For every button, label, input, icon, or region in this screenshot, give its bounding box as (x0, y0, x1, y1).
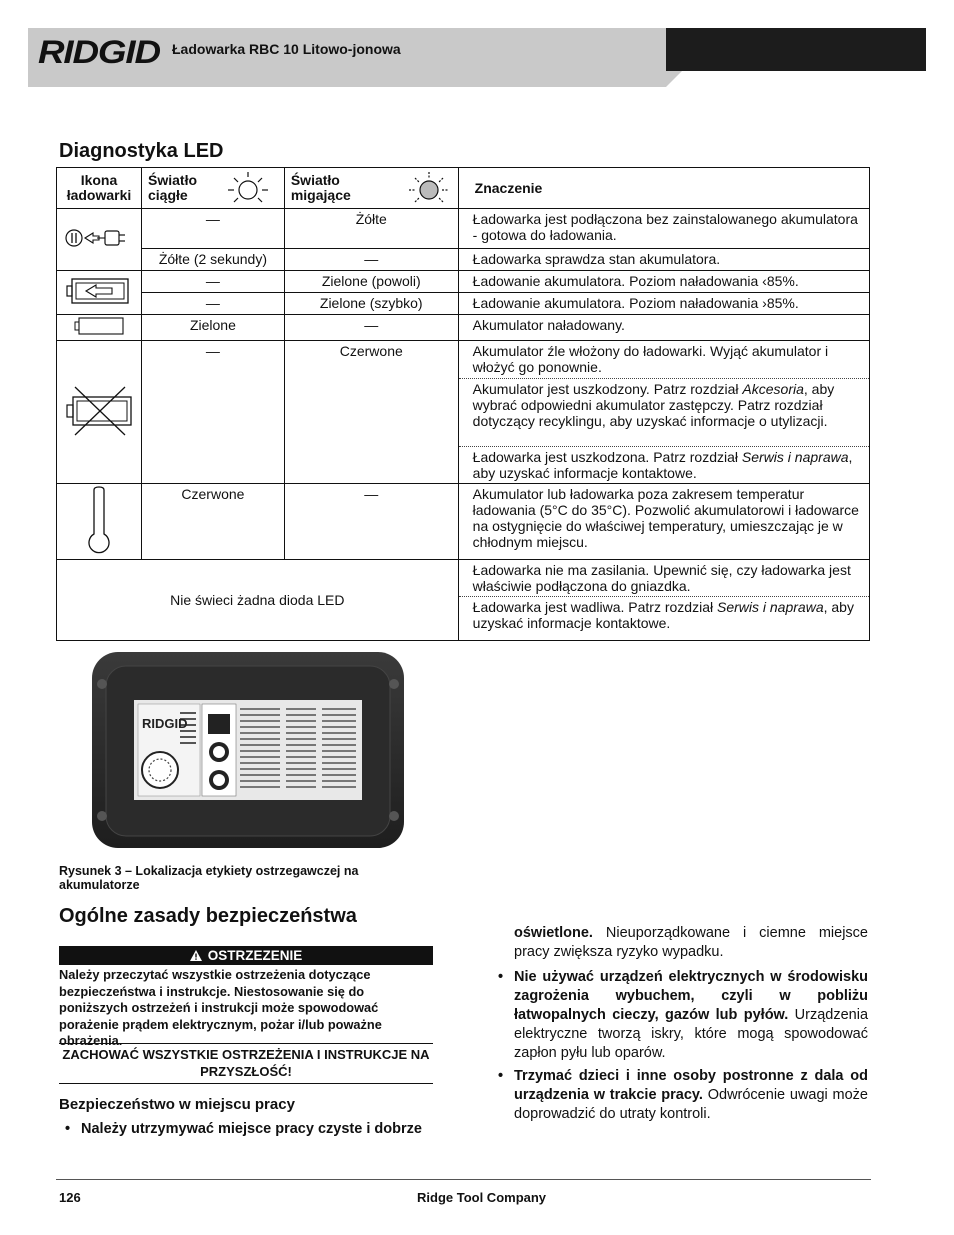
bullet-dot: • (498, 969, 504, 985)
blinking-cell: Zielone (szybko) (284, 293, 458, 315)
meaning-cell: Ładowarka sprawdza stan akumulatora. (458, 249, 869, 271)
steady-cell: — (142, 209, 285, 249)
meaning-cell: Ładowanie akumulatora. Poziom naładowania ›85%. (458, 293, 869, 315)
figure-caption: Rysunek 3 – Lokalizacja etykiety ostrzegawczej na akumulatorze (59, 864, 359, 892)
blinking-light-icon (407, 170, 451, 206)
led-section-title: Diagnostyka LED (59, 140, 224, 162)
icon-cell-temperature (57, 484, 142, 560)
meaning-cell: Ładowarka jest uszkodzona. Patrz rozdział Serwis i naprawa, aby uzyskać informacje kontaktowe. (458, 447, 869, 484)
keep-instructions-box: ZACHOWAĆ WSZYSTKIE OSTRZEŻENIA I INSTRUKCJE NA PRZYSZŁOŚĆ! (59, 1043, 433, 1084)
plug-icon (63, 227, 135, 249)
meaning-cell: Ładowanie akumulatora. Poziom naładowania ‹85%. (458, 271, 869, 293)
led-diagnostics-table (56, 167, 870, 641)
table-row (57, 484, 870, 560)
table-row (57, 341, 870, 379)
battery-full-icon (74, 317, 124, 335)
blinking-cell: Czerwone (284, 341, 458, 484)
meaning-cell: Akumulator naładowany. (458, 315, 869, 341)
ridgid-logo: RIDGID (38, 34, 160, 70)
table-row (57, 315, 870, 341)
safety-section-title: Ogólne zasady bezpieczeństwa (59, 905, 357, 927)
battery-charging-icon (66, 276, 132, 306)
warning-triangle-icon (190, 950, 202, 961)
battery-fault-icon (63, 383, 135, 439)
meaning-cell: Ładowarka nie ma zasilania. Upewnić się, czy ładowarka jest właściwie podłączona do gniazdka. (458, 560, 869, 597)
steady-cell: — (142, 293, 285, 315)
no-led-cell: Nie świeci żadna dioda LED (57, 560, 459, 641)
bullet-dot: • (65, 1121, 71, 1137)
steady-cell: — (142, 341, 285, 484)
icon-cell-charging (57, 271, 142, 315)
col-header-steady: Światło ciągłe (142, 168, 285, 209)
icon-cell-full (57, 315, 142, 341)
warning-text: Należy przeczytać wszystkie ostrzeżenia dotyczące bezpieczeństwa i instrukcje. Niestosowanie się do poniższych ostrzeżeń i instrukcji może spowodować porażenie prądem elektrycznym, pożar i/lub poważne obrażenia. (59, 967, 382, 1048)
meaning-cell: Akumulator źle włożony do ładowarki. Wyjąć akumulator i włożyć go ponownie. (458, 341, 869, 379)
table-row (57, 209, 870, 249)
blinking-cell: — (284, 249, 458, 271)
steady-cell: — (142, 271, 285, 293)
battery-label-photo (90, 648, 406, 852)
table-row (57, 271, 870, 293)
list-item-continued: oświetlone. Nieuporządkowane i ciemne miejsce pracy zwiększa ryzyko wypadku. (514, 925, 868, 960)
icon-cell-fault (57, 341, 142, 484)
warning-label: OSTRZEZENIE (207, 948, 303, 963)
table-row (57, 560, 870, 597)
table-row (57, 293, 870, 315)
steady-cell: Zielone (142, 315, 285, 341)
header-title: Ładowarka RBC 10 Litowo-jonowa (172, 41, 401, 57)
warning-banner (59, 946, 433, 965)
footer-divider (56, 1179, 871, 1180)
meaning-cell: Ładowarka jest wadliwa. Patrz rozdział Serwis i naprawa, aby uzyskać informacje kontaktowe. (458, 597, 869, 641)
blinking-cell: — (284, 484, 458, 560)
footer-company: Ridge Tool Company (417, 1190, 547, 1205)
steady-cell: Czerwone (142, 484, 285, 560)
bullet-dot: • (498, 1068, 504, 1084)
header-dark-block (666, 28, 926, 71)
col-header-meaning: Znaczenie (458, 168, 869, 209)
meaning-cell: Akumulator jest uszkodzony. Patrz rozdział Akcesoria, aby wybrać odpowiedni akumulator zastępczy. Patrz rozdział dotyczący recyklingu, aby uzyskać informacje o utylizacji. (458, 379, 869, 447)
page-number: 126 (59, 1190, 81, 1205)
header-strip (28, 71, 666, 87)
list-item: • Należy utrzymywać miejsce pracy czyste i dobrze (65, 1121, 422, 1137)
label-brand-text: RIDGID (142, 716, 188, 731)
col-header-icon: Ikona ładowarki (57, 168, 142, 209)
blinking-cell: Żółte (284, 209, 458, 249)
work-area-subheading: Bezpieczeństwo w miejscu pracy (59, 1096, 295, 1113)
table-row (57, 249, 870, 271)
header-strip-corner (666, 71, 682, 87)
thermometer-icon (86, 486, 112, 554)
steady-cell: Żółte (2 sekundy) (142, 249, 285, 271)
meaning-cell: Akumulator lub ładowarka poza zakresem temperatur ładowania (5°C do 35°C). Pozwolić akumulatorowi i ładowarce na ostygnięcie do właściwej temperatury, umieszczając je w chłodnym miejscu. (458, 484, 869, 560)
blinking-cell: — (284, 315, 458, 341)
list-item: • Nie używać urządzeń elektrycznych w środowisku zagrożenia wybuchem, czyli w pobliżu łatwopalnych cieczy, gazów lub pyłów. Urządzenia elektryczne tworzą iskry, które mogą spowodować zapłon pyłu lub oparów. (498, 969, 869, 1061)
blinking-cell: Zielone (powoli) (284, 271, 458, 293)
table-header-row (57, 168, 870, 209)
col-header-blinking: Światło migające (284, 168, 458, 209)
meaning-cell: Ładowarka jest podłączona bez zainstalowanego akumulatora - gotowa do ładowania. (458, 209, 869, 249)
steady-light-icon (226, 170, 270, 206)
icon-cell-plug (57, 209, 142, 271)
list-item: • Trzymać dzieci i inne osoby postronne z dala od urządzenia w trakcie pracy. Odwrócenie uwagi może doprowadzić do utraty kontroli. (498, 1068, 868, 1122)
